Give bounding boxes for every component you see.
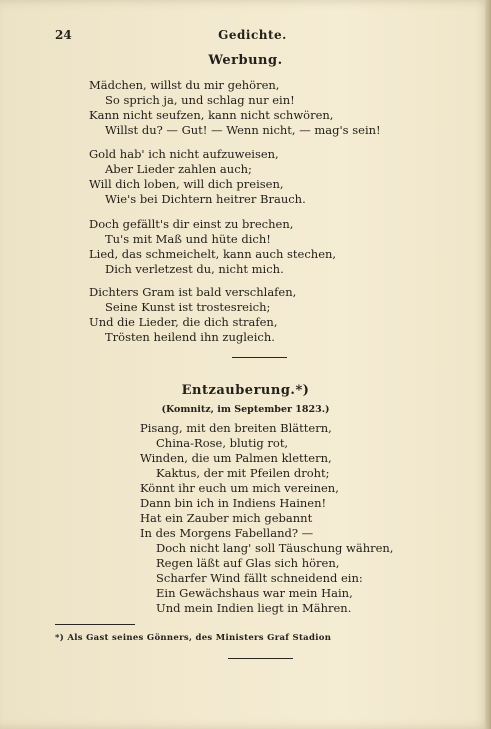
poem-line: Lied, das schmeichelt, kann auch stechen, — [89, 247, 337, 261]
poem-line: Pisang, mit den breiten Blättern, — [140, 421, 332, 435]
poem-line: Trösten heilend ihn zugleich. — [105, 330, 275, 344]
poem-line: Kaktus, der mit Pfeilen droht; — [156, 466, 330, 480]
page-end-rule — [228, 658, 293, 659]
section-divider — [232, 357, 287, 358]
poem-line: Doch nicht lang' soll Täuschung währen, — [156, 541, 394, 555]
poem-line: Will dich loben, will dich preisen, — [89, 177, 284, 191]
poem-line: Doch gefällt's dir einst zu brechen, — [89, 217, 294, 231]
poem-line: Und mein Indien liegt in Mähren. — [156, 601, 352, 615]
page-header — [55, 28, 450, 44]
footnote: *) Als Gast seines Gönners, des Ministers Graf Stadion — [55, 633, 332, 643]
footnote-rule — [55, 624, 135, 625]
poem-title: Werbung. — [208, 53, 283, 68]
poem-line: Seine Kunst ist trostesreich; — [105, 300, 271, 314]
poem-line: Willst du? — Gut! — Wenn nicht, — mag's sein! — [105, 123, 381, 137]
page-edge — [485, 0, 491, 729]
poem-line: Regen läßt auf Glas sich hören, — [156, 556, 340, 570]
page-number: 24 — [55, 28, 72, 42]
poem-line: Mädchen, willst du mir gehören, — [89, 78, 280, 92]
poem-line: So sprich ja, und schlag nur ein! — [105, 93, 295, 107]
poem-line: China-Rose, blutig rot, — [156, 436, 289, 450]
poem-line: Kann nicht seufzen, kann nicht schwören, — [89, 108, 334, 122]
poem-line: Könnt ihr euch um mich vereinen, — [140, 481, 339, 495]
poem-line: In des Morgens Fabelland? — — [140, 526, 314, 540]
poem-line: Aber Lieder zahlen auch; — [105, 162, 252, 176]
poem-line: Gold hab' ich nicht aufzuweisen, — [89, 147, 279, 161]
poem-line: Ein Gewächshaus war mein Hain, — [156, 586, 353, 600]
poem-line: Hat ein Zauber mich gebannt — [140, 511, 313, 525]
poem-subtitle: (Komnitz, im September 1823.) — [161, 404, 330, 415]
poem-line: Und die Lieder, die dich strafen, — [89, 315, 278, 329]
poem-line: Dich verletzest du, nicht mich. — [105, 262, 284, 276]
poem-line: Winden, die um Palmen klettern, — [140, 451, 332, 465]
running-head: Gedichte. — [218, 28, 287, 42]
poem-line: Dann bin ich in Indiens Hainen! — [140, 496, 327, 510]
poem-line: Tu's mit Maß und hüte dich! — [105, 232, 271, 246]
poem-title: Entzauberung.*) — [181, 383, 310, 398]
poem-line: Wie's bei Dichtern heitrer Brauch. — [105, 192, 306, 206]
poem-line: Scharfer Wind fällt schneidend ein: — [156, 571, 363, 585]
poem-line: Dichters Gram ist bald verschlafen, — [89, 285, 297, 299]
